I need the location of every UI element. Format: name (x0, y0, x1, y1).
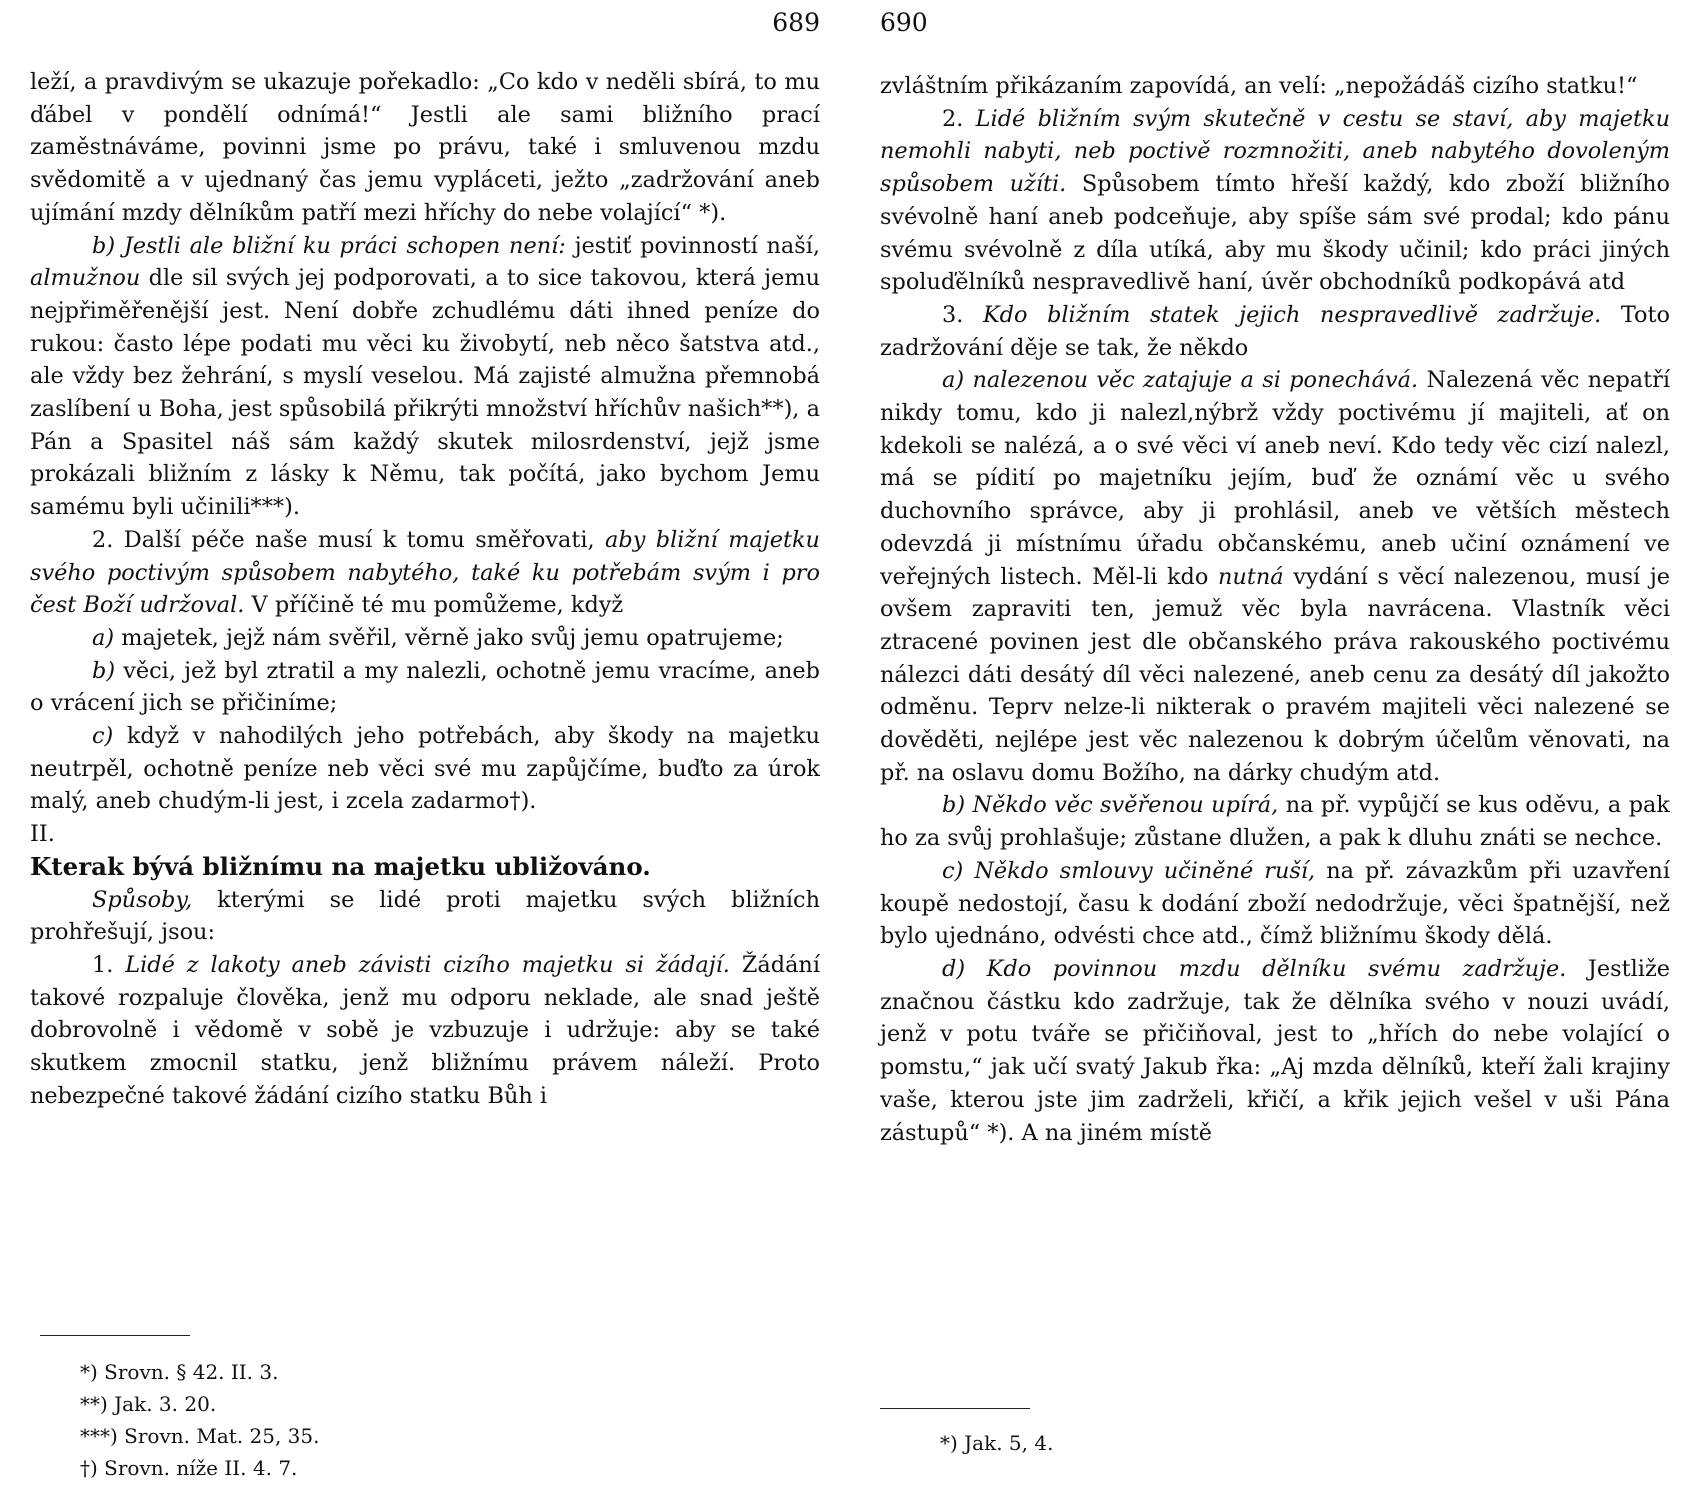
paragraph: leží, a pravdivým se ukazuje pořekadlo: „Co kdo v neděli sbírá, to mu ďábel v pondělí odnímá!“ Jestli ale sami bližního prací zaměstnáváme, povinni jsme po právu, také i smluvenou mzdu svědomitě a v ujednaný čas jemu vypláceti, ježto „zadržování aneb ujímání mzdy dělníkům patří mezi hříchy do nebe volající“ *). (30, 69, 820, 226)
footnotes (940, 1427, 1053, 1459)
right-page (880, 0, 1670, 1500)
list-item: a) nalezenou věc zatajuje a si ponechává. Nalezená věc nepatří nikdy tomu, kdo ji nalezl,nýbrž vždy poctivému jí majiteli, ať on kdekoli se nalézá, a o své věci ví aneb neví. Kdo tedy věc cizí nalezl, má se pídití po majetníku jejím, buď že oznámí věc u svého duchovního správce, aby ji prohlásil, aneb ve větších městech odevzdá ji místnímu úřadu občanskému, aneb učiní oznámení ve veřejných listech. Měl-li kdo nutná vydání s věcí nalezenou, musí je ovšem zapraviti ten, jemuž věc byla navrácena. Vlastník věci ztracené povinen jest dle občanského práva rakouského poctivému nálezci dáti desátý díl věci nalezené, aneb cenu za desátý díl jakožto odměnu. Teprv nelze-li nikterak o pravém majiteli věci nalezené se dověděti, nejlépe jest věc nalezenou k dobrým účelům věnovati, na př. na oslavu domu Božího, na dárky chudým atd. (880, 367, 1671, 786)
footnote: *) Jak. 5, 4. (940, 1431, 1054, 1455)
list-item: c) Někdo smlouvy učiněné ruší, na př. závazkům při uzavření koupě nedostojí, času k dodání zboží nedodržuje, věci špatnější, než bylo ujednáno, odvésti chce atd., čímž bližnímu škody dělá. (880, 857, 1671, 950)
list-item: d) Kdo povinnou mzdu dělníku svému zadržuje. Jestliže značnou částku kdo zadržuje, tak že dělníka svého v nouzi uvádí, jenž v potu tváře se přičiňoval, jest to „hřích do nebe volající o pomstu,“ jak učí svatý Jakub řka: „Aj mzda dělníků, kteří žali krajiny vaše, kterou jste jim zadrželi, křičí, a křik jejich vešel v uši Pána zástupů“ *). A na jiném místě (880, 955, 1671, 1146)
list-item: b) Někdo věc svěřenou upírá, na př. vypůjčí se kus oděvu, a pak ho za svůj prohlašuje; zůstane dlužen, a pak k dluhu znáti se nechce. (880, 792, 1670, 852)
page-number: 690 (880, 8, 928, 37)
footnote: *) Srovn. § 42. II. 3. (80, 1360, 279, 1384)
paragraph: b) Jestli ale bližní ku práci schopen není: jestiť povinností naší, almužnou dle sil svých jej podporovati, a to sice takovou, která jemu nejpřiměřenější jest. Není dobře zchudlému dáti ihned peníze do rukou: často lépe podati mu věci ku živobytí, neb něco šatstva atd., ale vždy bez žehrání, s myslí veselou. Má zajisté almužna přemnobá zaslíbení u Boha, jest spůsobilá přikrýti množství hříchův našich**), a Pán a Spasitel náš sám každý skutek milosrdenství, jejž jsme prokázali bližním z lásky k Němu, tak počítá, jako bychom Jemu samému byli učinili***). (30, 232, 820, 521)
paragraph: 2. Lidé bližním svým skutečně v cestu se staví, aby majetku nemohli nabyti, neb poctivě rozmnožiti, aneb nabytého dovoleným spůsobem užíti. Spůsobem tímto hřeší každý, kdo zboží bližního svévolně haní aneb podceňuje, aby spíše sám své prodal; kdo pánu svému svévolně z díla utíká, aby mu škody učinil; kdo práci jiných spoluďělníků nespravedlivě haní, úvěr obchodníků podkopává atd (880, 105, 1671, 296)
list-item: a) majetek, jejž nám svěřil, věrně jako svůj jemu opatrujeme; (92, 624, 784, 651)
page-number: 689 (772, 8, 820, 37)
section-title: Kterak bývá bližnímu na majetku ubližováno. (30, 851, 651, 881)
footnote-rule (40, 1335, 190, 1336)
footnote: †) Srovn. níže II. 4. 7. (80, 1456, 298, 1480)
section-numeral: II. (30, 821, 55, 848)
page-body (880, 70, 1670, 1149)
paragraph: zvláštním přikázaním zapovídá, an velí: „nepožádáš cizího statku!“ (880, 73, 1638, 99)
footnote: ***) Srovn. Mat. 25, 35. (80, 1424, 320, 1448)
paragraph: Spůsoby, kterými se lidé proti majetku svých bližních prohřešují, jsou: (30, 886, 820, 946)
footnote-rule (880, 1408, 1030, 1409)
list-item: c) když v nahodilých jeho potřebách, aby škody na majetku neutrpěl, ochotně peníze neb věci své mu zapůjčíme, buďto za úrok malý, aneb chudým-li jest, i zcela zadarmo†). (30, 723, 820, 815)
paragraph: 3. Kdo bližním statek jejich nespravedlivě zadržuje. Toto zadržování děje se tak, že někdo (880, 301, 1670, 361)
paragraph: 2. Další péče naše musí k tomu směřovati, aby bližní majetku svého poctivým spůsobem nabytého, také ku potřebám svým i pro čest Boží udržoval. V příčině té mu pomůžeme, když (30, 526, 820, 619)
list-item: b) věci, jež byl ztratil a my nalezli, ochotně jemu vracíme, aneb o vrácení jich se přičiníme; (30, 657, 820, 717)
paragraph: 1. Lidé z lakoty aneb závisti cizího majetku si žádají. Žádání takové rozpaluje člověka, jenž mu odporu neklade, ale snad ještě dobrovolně i vědomě v sobě je vzbuzuje i udržuje: aby se také skutkem zmocnil statku, jenž bližnímu právem náleží. Proto nebezpečné takové žádání cizího statku Bůh i (30, 951, 820, 1109)
footnotes (80, 1356, 319, 1484)
footnote: **) Jak. 3. 20. (80, 1392, 217, 1416)
left-page (30, 0, 820, 1500)
page-body (30, 66, 820, 1113)
